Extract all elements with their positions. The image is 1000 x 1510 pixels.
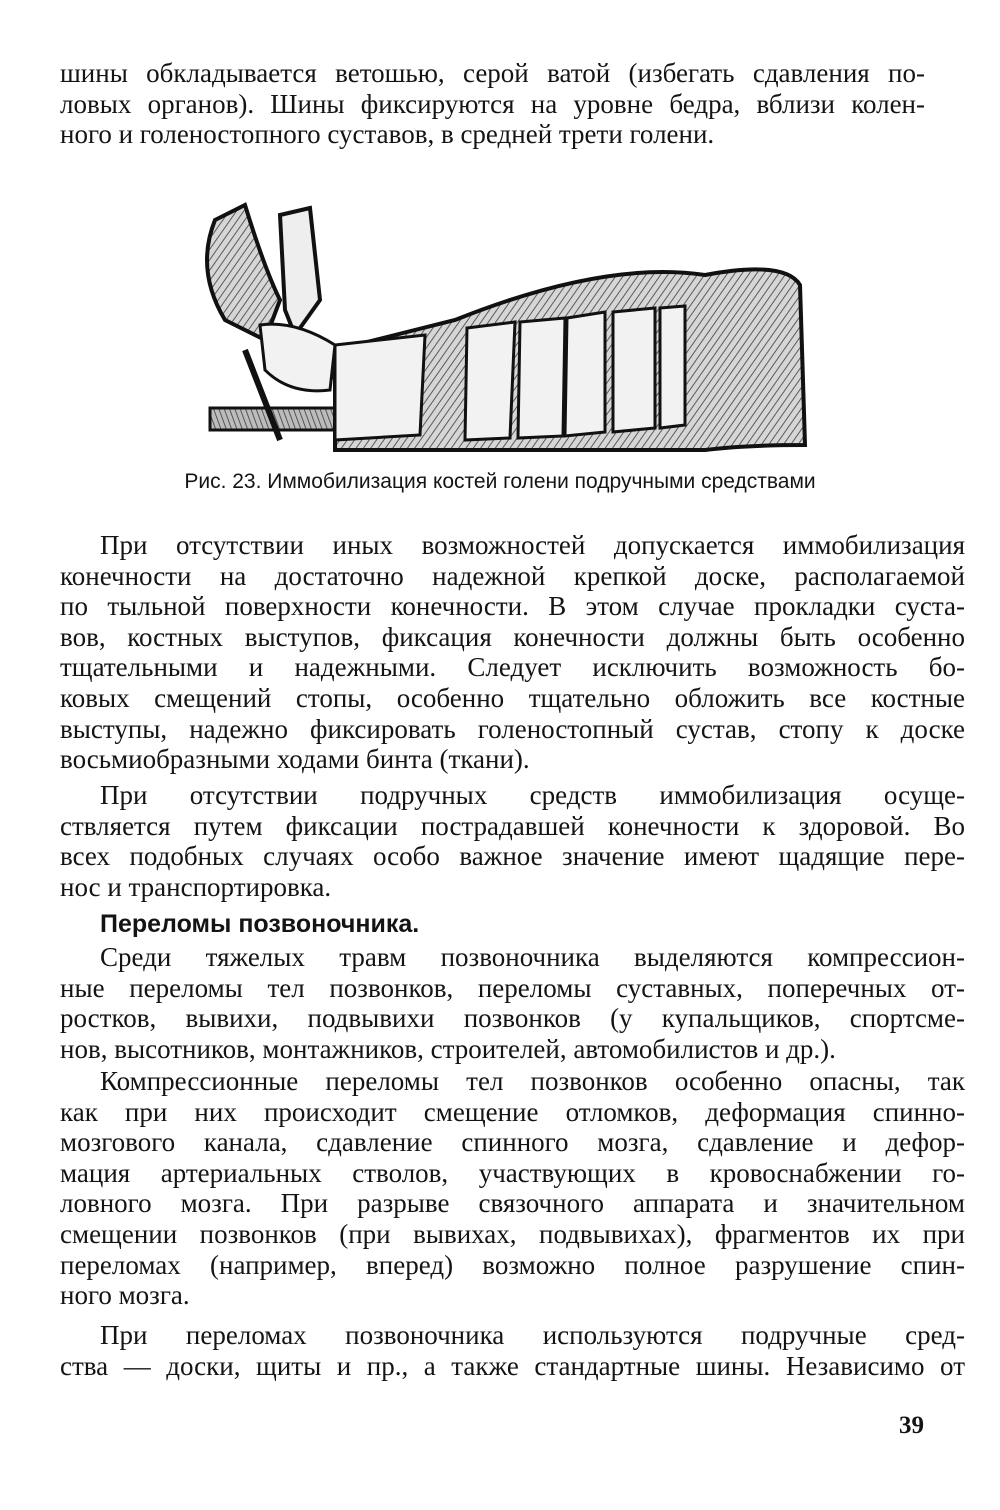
text-line: тщательными и надежными. Следует исключить возможность бо- — [60, 652, 965, 683]
page-number: 39 — [899, 1412, 924, 1439]
text-line: по тыльной поверхности конечности. В этом случае прокладки суста- — [60, 591, 965, 622]
text-line: восьмиобразными ходами бинта (ткани). — [60, 744, 530, 775]
text-line: смещении позвонков (при вывихах, подвывихах), фрагментов их при — [60, 1218, 965, 1249]
text-line: При отсутствии подручных средств иммобилизация осуще- — [100, 780, 965, 810]
text-line: ного мозга. — [60, 1280, 190, 1311]
foot-splint — [280, 208, 320, 335]
text-line: ловых органов). Шины фиксируются на уровне бедра, вблизи колен- — [60, 88, 925, 119]
text-line: ные переломы тел позвонков, переломы суставных, поперечных от- — [60, 972, 965, 1003]
paragraph — [60, 1066, 965, 1311]
paragraph — [60, 1320, 965, 1381]
text-line: ного и голеностопного суставов, в средней трети голени. — [60, 119, 715, 150]
figure-caption: Рис. 23. Иммобилизация костей голени подручными средствами — [184, 470, 816, 493]
ankle-bandage — [260, 324, 335, 391]
section-heading: Переломы позвоночника. — [100, 910, 420, 938]
text-line: всех подобных случаях особо важное значение имеют щадящие пере- — [60, 841, 965, 872]
text-line: ростков, вывихи, подвывихи позвонков (у купальщиков, спортсме- — [60, 1003, 965, 1034]
text-line: нов, высотников, монтажников, строителей, автомобилистов и др.). — [60, 1033, 836, 1064]
text-line: ства — доски, щиты и пр., а также стандартные шины. Независимо от — [60, 1350, 965, 1381]
text-line: как при них происходит смещение отломков, деформация спинно- — [60, 1096, 965, 1127]
text-line: Компрессионные переломы тел позвонков особенно опасны, так — [100, 1066, 965, 1096]
paragraph — [60, 530, 965, 775]
text-line: ловного мозга. При разрыве связочного аппарата и значительном — [60, 1188, 965, 1219]
text-line: переломах (например, вперед) возможно полное разрушение спин- — [60, 1249, 965, 1280]
text-line: При отсутствии иных возможностей допускается иммобилизация — [100, 530, 965, 560]
text-line: ствляется путем фиксации пострадавшей конечности к здоровой. Во — [60, 810, 965, 841]
shoe — [207, 205, 280, 340]
paragraph — [60, 942, 965, 1064]
text-line: вов, костных выступов, фиксация конечности должны быть особенно — [60, 621, 965, 652]
text-line: При переломах позвоночника используются подручные сред- — [100, 1320, 965, 1350]
text-line: ковых смещений стопы, особенно тщательно обложить все костные — [60, 682, 965, 713]
top-paragraph — [60, 58, 925, 150]
text-line: Среди тяжелых травм позвоночника выделяются компрессион- — [100, 942, 965, 972]
leg-splint-illustration — [185, 200, 810, 460]
text-line: конечности на достаточно надежной крепкой доске, располагаемой — [60, 560, 965, 591]
text-line: нос и транспортировка. — [60, 871, 332, 902]
text-line: выступы, надежно фиксировать голеностопный сустав, стопу к доске — [60, 713, 965, 744]
text-line: мация артериальных стволов, участвующих в кровоснабжении го- — [60, 1157, 965, 1188]
paragraph — [60, 780, 965, 902]
text-line: мозгового канала, сдавление спинного мозга, сдавление и дефор- — [60, 1127, 965, 1158]
text-line: шины обкладывается ветошью, серой ватой (избегать сдавления по- — [60, 58, 925, 88]
bandage-group — [335, 306, 685, 440]
